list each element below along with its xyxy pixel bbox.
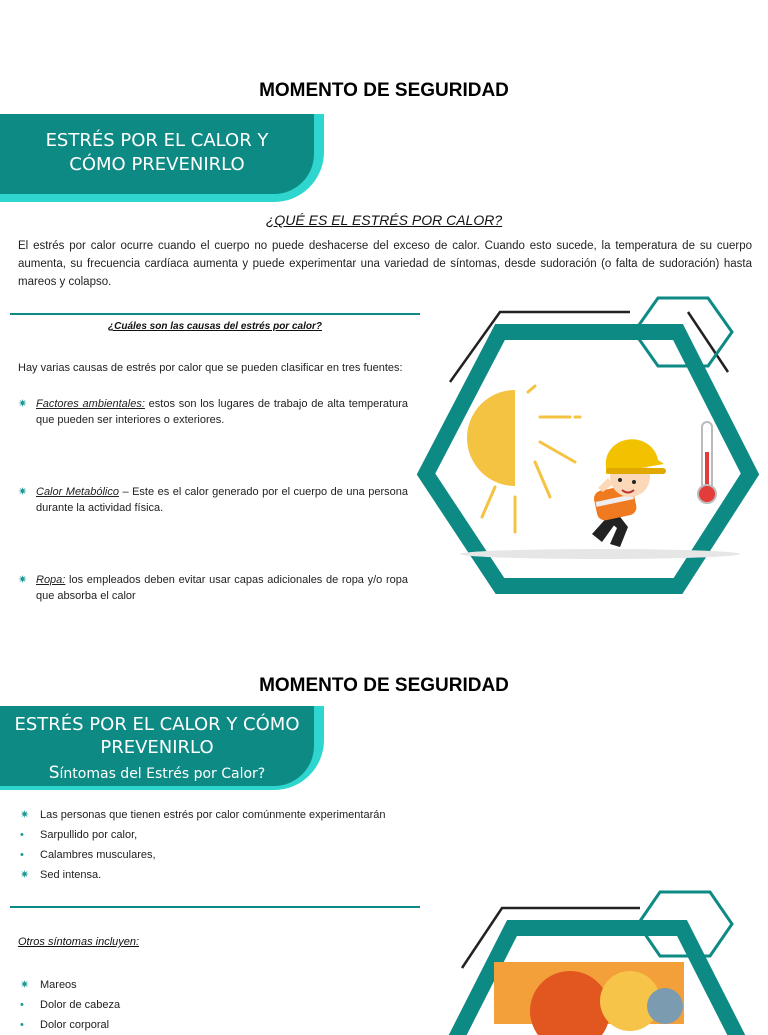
page2-banner-subtitle: Síntomas del Estrés por Calor? bbox=[48, 763, 266, 783]
other-symptom-item: ✷ Mareos bbox=[18, 975, 318, 995]
cause-item-clothing bbox=[18, 572, 408, 604]
cause-item-metabolic bbox=[18, 484, 408, 516]
bullet-icon: ✷ bbox=[18, 574, 28, 586]
cause-text: – Este es el calor generado por el cuerpo de una persona durante la actividad física. bbox=[36, 486, 408, 514]
page2-title: MOMENTO DE SEGURIDAD bbox=[259, 675, 509, 696]
bullet-icon: ✷ bbox=[20, 869, 30, 881]
bullet-icon: • bbox=[20, 829, 24, 841]
page1-question: ¿QUÉ ES EL ESTRÉS POR CALOR? bbox=[265, 212, 503, 228]
page2-divider bbox=[10, 906, 420, 908]
symptom-item: • Sarpullido por calor, bbox=[18, 825, 418, 845]
other-symptoms-list bbox=[18, 975, 318, 1035]
cause-term: Ropa: bbox=[36, 574, 66, 586]
bullet-icon: • bbox=[20, 849, 24, 861]
sun-icon bbox=[467, 390, 515, 486]
page2-banner-line2: PREVENIRLO bbox=[100, 737, 214, 758]
bullet-icon: ✷ bbox=[18, 486, 28, 498]
worker-figure bbox=[592, 439, 666, 547]
page1-causes-title: ¿Cuáles son las causas del estrés por calor? bbox=[108, 321, 322, 332]
cause-term: Calor Metabólico bbox=[36, 486, 119, 498]
page1-causes-intro: Hay varias causas de estrés por calor que se pueden clasificar en tres fuentes: bbox=[18, 362, 403, 374]
burning-planet-illustration bbox=[420, 886, 768, 1024]
bullet-icon: ✷ bbox=[20, 979, 30, 991]
thermometer-icon bbox=[698, 422, 716, 503]
other-symptoms-title: Otros síntomas incluyen: bbox=[18, 936, 140, 948]
page1-banner-line1: ESTRÉS POR EL CALOR Y bbox=[45, 130, 269, 151]
symptoms-list bbox=[18, 805, 418, 885]
heat-stress-illustration bbox=[410, 292, 768, 586]
page1-banner-line2: CÓMO PREVENIRLO bbox=[69, 154, 245, 175]
cause-text: los empleados deben evitar usar capas adicionales de ropa y/o ropa que absorba el calor bbox=[36, 574, 408, 602]
symptom-item: • Calambres musculares, bbox=[18, 845, 418, 865]
cause-text: estos son los lugares de trabajo de alta temperatura que pueden ser interiores o exteriores. bbox=[36, 398, 408, 426]
symptom-item: ✷ Las personas que tienen estrés por calor comúnmente experimentarán bbox=[18, 805, 418, 825]
other-symptom-item: • Dolor corporal bbox=[18, 1015, 318, 1035]
bullet-icon: ✷ bbox=[20, 809, 30, 821]
bullet-icon: ✷ bbox=[18, 398, 28, 410]
page2-banner-line1: ESTRÉS POR EL CALOR Y CÓMO bbox=[14, 714, 300, 735]
page1-title: MOMENTO DE SEGURIDAD bbox=[259, 80, 509, 101]
bullet-icon: • bbox=[20, 999, 24, 1011]
other-symptom-item: • Dolor de cabeza bbox=[18, 995, 318, 1015]
cause-term: Factores ambientales: bbox=[36, 398, 145, 410]
page1-divider bbox=[10, 313, 420, 315]
page2-banner bbox=[0, 706, 326, 792]
page1-banner bbox=[0, 114, 326, 204]
bullet-icon: • bbox=[20, 1019, 24, 1031]
symptom-item: ✷ Sed intensa. bbox=[18, 865, 418, 885]
page1-intro: El estrés por calor ocurre cuando el cuerpo no puede deshacerse del exceso de calor. Cuando esto sucede, la temperatura de su cuerpo aumenta, su frecuencia cardíaca aumenta y puede experimentar una variedad de síntomas, desde sudoración (o falta de sudoración) hasta mareos y colapso. bbox=[18, 240, 752, 288]
cause-item-environmental bbox=[18, 396, 408, 428]
